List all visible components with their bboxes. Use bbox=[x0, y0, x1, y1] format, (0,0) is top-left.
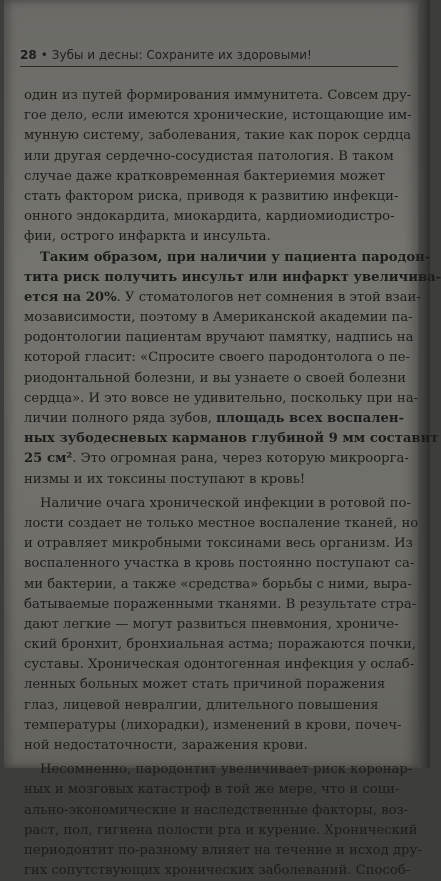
bold-text-segment: тита риск получить инсульт или инфаркт увеличива- bbox=[24, 269, 441, 285]
text-line bbox=[24, 760, 413, 780]
text-line bbox=[24, 575, 412, 595]
text-segment: ми бактерии, а также «средства» борьбы с ними, выра- bbox=[24, 576, 412, 592]
text-line bbox=[24, 106, 412, 126]
text-segment: Несомненно, пародонтит увеличивает риск коронар- bbox=[40, 762, 413, 778]
bold-text-segment: ется на 20% bbox=[24, 289, 117, 305]
running-title: Зубы и десны: Сохраните их здоровыми! bbox=[51, 48, 312, 62]
text-line bbox=[24, 470, 396, 490]
text-line bbox=[24, 595, 417, 615]
text-line bbox=[24, 635, 417, 655]
text-segment: батываемые пораженными тканями. В результате стра- bbox=[24, 596, 417, 612]
text-line bbox=[24, 147, 396, 167]
text-segment: лости создает не только местное воспаление тканей, но bbox=[24, 515, 419, 531]
text-segment: мунную систему, заболевания, такие как порок сердца bbox=[24, 128, 412, 144]
text-segment: периодонтит по-разному влияет на течение и исход дру- bbox=[24, 842, 422, 858]
text-line bbox=[24, 736, 396, 756]
text-segment: суставы. Хроническая одонтогенная инфекция у ослаб- bbox=[24, 657, 415, 673]
book-spine-shadow bbox=[418, 0, 430, 768]
text-segment: температуры (лихорадки), изменений в крови, почеч- bbox=[24, 717, 402, 733]
text-segment: мозависимости, поэтому в Американской академии па- bbox=[24, 310, 413, 326]
text-segment: которой гласит: «Спросите своего пародонтолога о пе- bbox=[24, 350, 411, 366]
text-segment: дают легкие — могут развиться пневмония, хрониче- bbox=[24, 616, 399, 632]
text-line bbox=[24, 655, 415, 675]
text-line bbox=[24, 268, 441, 288]
text-line bbox=[24, 187, 399, 207]
text-segment: ной недостаточности, заражения крови. bbox=[24, 738, 308, 753]
text-line bbox=[24, 780, 400, 800]
text-line bbox=[24, 348, 411, 368]
text-line bbox=[24, 696, 396, 716]
text-segment: ально-экономические и наследственные факторы, воз- bbox=[24, 802, 409, 818]
text-line bbox=[24, 716, 402, 736]
text-line bbox=[24, 227, 396, 247]
text-segment: один из путей формирования иммунитета. Совсем дру- bbox=[24, 88, 412, 103]
text-segment: риодонтальной болезни, и вы узнаете о своей болезни bbox=[24, 370, 406, 386]
text-line bbox=[24, 554, 415, 574]
text-segment: низмы и их токсины поступают в кровь! bbox=[24, 471, 306, 487]
text-line bbox=[24, 841, 422, 861]
text-line bbox=[24, 675, 396, 695]
text-segment: или другая сердечно-сосудистая патология. В таком bbox=[24, 148, 394, 164]
body-text bbox=[24, 86, 441, 881]
text-segment: случае даже кратковременная бактериемия может bbox=[24, 168, 386, 184]
text-segment: . У стоматологов нет сомнения в этой взаи- bbox=[116, 289, 421, 305]
text-segment: ных и мозговых катастроф в той же мере, что и соци- bbox=[24, 782, 400, 798]
text-line bbox=[24, 409, 405, 429]
text-line bbox=[24, 449, 409, 469]
text-segment: онного эндокардита, миокардита, кардиомиодистро- bbox=[24, 209, 395, 225]
text-line bbox=[24, 429, 439, 449]
text-line bbox=[24, 126, 412, 146]
text-segment: Наличие очага хронической инфекции в ротовой по- bbox=[40, 495, 411, 511]
text-segment: и отравляет микробными токсинами весь организм. Из bbox=[24, 536, 413, 552]
text-line bbox=[24, 207, 396, 227]
text-line bbox=[24, 248, 431, 268]
bold-text-segment: 25 см² bbox=[24, 451, 73, 467]
text-line bbox=[24, 861, 411, 881]
text-segment: сердца». И это вовсе не удивительно, поскольку при на- bbox=[24, 390, 419, 406]
text-line bbox=[24, 494, 411, 514]
bold-text-segment: площадь всех воспален- bbox=[216, 411, 405, 426]
text-segment: воспаленного участка в кровь постоянно поступают са- bbox=[24, 556, 415, 572]
bold-text-segment: Таким образом, при наличии у пациента пародон- bbox=[40, 249, 431, 265]
bold-text-segment: ных зубодесневых карманов глубиной 9 мм составит bbox=[24, 431, 439, 447]
text-line bbox=[24, 328, 414, 348]
text-segment: гое дело, если имеются хронические, истощающие им- bbox=[24, 108, 412, 124]
text-line bbox=[24, 615, 399, 635]
text-line bbox=[24, 534, 413, 554]
text-segment: . Это огромная рана, через которую микроорга- bbox=[72, 451, 409, 467]
text-segment: гих сопутствующих хронических заболеваний. Способ- bbox=[24, 863, 411, 879]
text-line bbox=[24, 167, 396, 187]
text-segment: родонтологии пациентам вручают памятку, надпись на bbox=[24, 330, 414, 346]
text-segment: ский бронхит, бронхиальная астма; поражаются почки, bbox=[24, 637, 417, 653]
text-line bbox=[24, 288, 421, 308]
text-segment: глаз, лицевой невралгии, длительного повышения bbox=[24, 697, 379, 713]
page-number: 28 bbox=[20, 48, 37, 62]
text-line bbox=[24, 389, 419, 409]
text-segment: ленных больных может стать причиной поражения bbox=[24, 677, 386, 693]
text-line bbox=[24, 514, 419, 534]
header-bullet: • bbox=[40, 48, 48, 62]
text-segment: раст, пол, гигиена полости рта и курение. Хронический bbox=[24, 822, 418, 838]
text-segment: личии полного ряда зубов, bbox=[24, 411, 217, 426]
text-line bbox=[24, 369, 406, 389]
text-line bbox=[24, 308, 413, 328]
text-line bbox=[24, 801, 409, 821]
text-segment: стать фактором риска, приводя к развитию инфекци- bbox=[24, 188, 399, 204]
text-line bbox=[24, 821, 418, 841]
header-rule bbox=[20, 66, 398, 67]
text-line bbox=[24, 86, 412, 106]
running-header bbox=[20, 48, 400, 62]
text-segment: фии, острого инфаркта и инсульта. bbox=[24, 229, 271, 245]
